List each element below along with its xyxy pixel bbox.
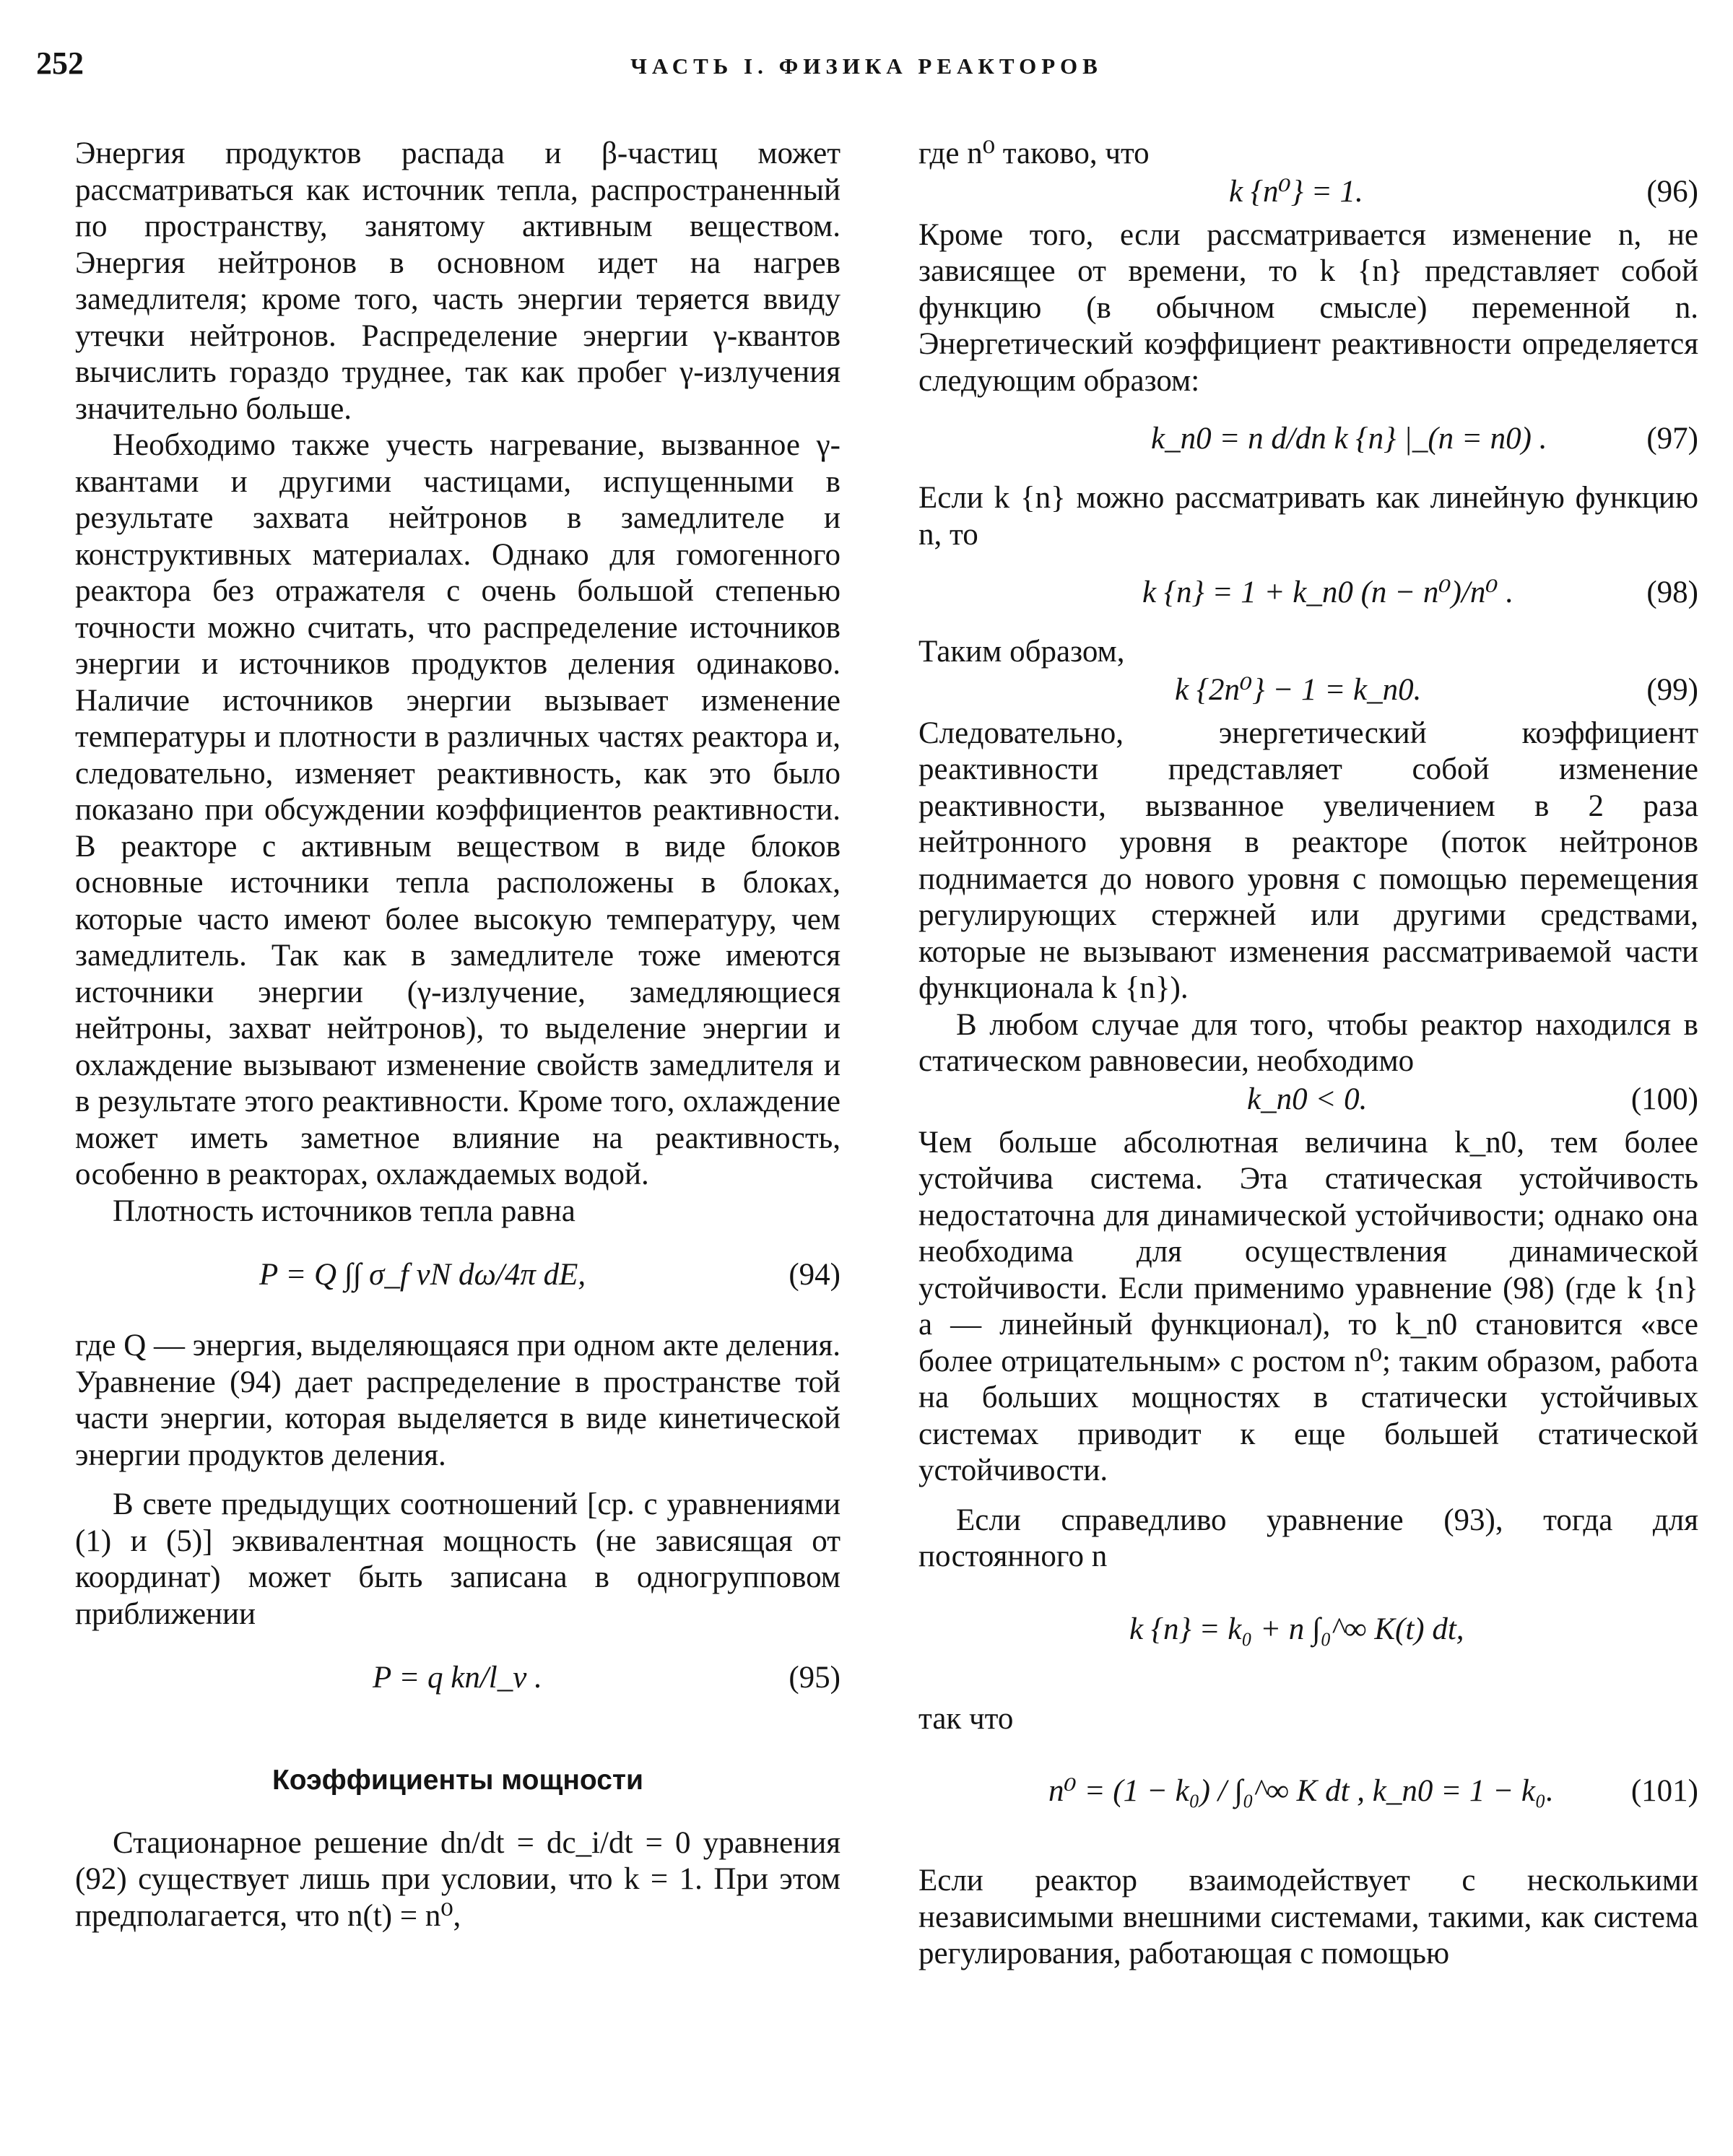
equation-formula: n⁰ = (1 − k₀) / ∫₀^∞ K dt , k_n0 = 1 − k₀.	[1048, 1774, 1554, 1808]
left-column	[75, 136, 841, 1934]
equation-formula: k {n⁰} = 1.	[1229, 174, 1363, 209]
paragraph: где Q — энергия, выделяющаяся при одном акте деления. Уравнение (94) дает распределение в пространстве той части энергии, которая выделяется в виде кинетической энергии продуктов деления.	[75, 1329, 841, 1472]
equation-formula: k {n} = 1 + k_n0 (n − n⁰)/n⁰ .	[1142, 575, 1514, 609]
equation-formula: P = q kn/l_ν .	[373, 1661, 542, 1695]
equation-97	[918, 401, 1698, 479]
equation-95	[75, 1634, 841, 1729]
equation-formula: k {2n⁰} − 1 = k_n0.	[1175, 672, 1422, 707]
paragraph: В свете предыдущих соотношений [ср. с уравнениями (1) и (5)] эквивалентная мощность (не зависящая от координат) может быть записана в одногрупповом приближении	[75, 1487, 841, 1631]
paragraph: Плотность источников тепла равна	[113, 1194, 576, 1228]
paragraph: где n⁰ таково, что	[918, 136, 1150, 170]
paragraph: Следовательно, энергетический коэффициент реактивности представляет собой изменение реактивности, вызванное увеличением в 2 раза нейтронного уровня в реакторе (поток нейтронов поднимается до нового уровня с помощью перемещения регулирующих стержней или другими средствами, которые не вызывают изменения рассматриваемой части функционала k {n}).	[918, 716, 1698, 1005]
paragraph: В любом случае для того, чтобы реактор находился в статическом равновесии, необходимо	[918, 1007, 1698, 1078]
equation-number: (100)	[1630, 1082, 1698, 1116]
right-column	[918, 136, 1698, 1973]
page-number: 252	[36, 45, 84, 81]
equation-formula: k {n} = k₀ + n ∫₀^∞ K(t) dt,	[1129, 1612, 1464, 1646]
page-header	[36, 45, 1697, 88]
equation-number: (99)	[1646, 672, 1698, 707]
paragraph: Таким образом,	[918, 635, 1125, 669]
paragraph: Если k {n} можно рассматривать как линейную функцию n, то	[918, 481, 1698, 552]
paragraph: Кроме того, если рассматривается изменение n, не зависящее от времени, то k {n} представляет собой функцию (в обычном смысле) переменной n. Энергетический коэффициент реактивности определяется следующим образом:	[918, 217, 1698, 398]
equation-100	[918, 1082, 1698, 1123]
equation-number: (101)	[1630, 1774, 1698, 1808]
equation-number: (98)	[1646, 575, 1698, 609]
equation-number: (94)	[789, 1258, 841, 1292]
paragraph: Если справедливо уравнение (93), тогда для постоянного n	[918, 1503, 1698, 1573]
paragraph: Если реактор взаимодействует с несколькими независимыми внешними системами, такими, как система регулирования, работающая с помощью	[918, 1864, 1698, 1970]
paragraph: так что	[918, 1701, 1014, 1736]
equation-101	[918, 1739, 1698, 1861]
equation-98	[918, 555, 1698, 633]
equation-number: (95)	[789, 1661, 841, 1695]
equation-unnumbered	[918, 1577, 1698, 1700]
equation-number: (96)	[1646, 174, 1698, 209]
paragraph: Стационарное решение dn/dt = dc_i/dt = 0 уравнения (92) существует лишь при условии, что k = 1. При этом предполагается, что n(t) = n⁰,	[75, 1825, 841, 1933]
paragraph: Необходимо также учесть нагревание, вызванное γ-квантами и другими частицами, испущенными в результате захвата нейтронов в замедлителе и конструктивных материалах. Однако для гомогенного реактора без отражателя с очень большой степенью точности можно считать, что распределение источников энергии и источников продуктов деления одинаково. Наличие источников энергии вызывает изменение температуры и плотности в различных частях реактора и, следовательно, изменяет реактивность, как это было показано при обсуждении коэффициентов реактивности. В реакторе с активным веществом в виде блоков основные источники тепла расположены в блоках, которые часто имеют более высокую температуру, чем замедлитель. Так как в замедлителе тоже имеются источники энергии (γ-излучение, замедляющиеся нейтроны, захват нейтронов), то выделение энергии и охлаждение вызывают изменение свойств замедлителя и в результате этого реактивности. Кроме того, охлаждение может иметь заметное влияние на реактивность, особенно в реакторах, охлаждаемых водой.	[75, 428, 841, 1191]
section-title: Коэффициенты мощности	[272, 1765, 643, 1796]
equation-number: (97)	[1646, 422, 1698, 456]
equation-99	[918, 672, 1698, 714]
paragraph: Энергия продуктов распада и β-частиц может рассматриваться как источник тепла, распространенный по пространству, занятому активным веществом. Энергия нейтронов в основном идет на нагрев замедлителя; кроме того, часть энергии теряется ввиду утечки нейтронов. Распределение энергии γ-квантов вычислить гораздо труднее, так как пробег γ-излучения значительно больше.	[75, 136, 841, 426]
equation-formula: k_n0 = n d/dn k {n} |_(n = n0) .	[1151, 422, 1547, 456]
equation-96	[918, 174, 1698, 216]
equation-94	[75, 1231, 841, 1326]
running-head: ЧАСТЬ I. ФИЗИКА РЕАКТОРОВ	[630, 53, 1103, 79]
equation-formula: P = Q ∫∫ σ_f vN dω/4π dE,	[259, 1258, 586, 1292]
paragraph: Чем больше абсолютная величина k_n0, тем более устойчива система. Эта статическая устойчивость недостаточна для динамической устойчивости; однако она необходима для осуществления динамической устойчивости. Если применимо уравнение (98) (где k {n} a — линейный функционал), то k_n0 становится «все более отрицательным» с ростом n⁰; таким образом, работа на больших мощностях в статически устойчивых системах приводит к еще большей статической устойчивости.	[918, 1125, 1698, 1487]
equation-formula: k_n0 < 0.	[1247, 1082, 1368, 1116]
